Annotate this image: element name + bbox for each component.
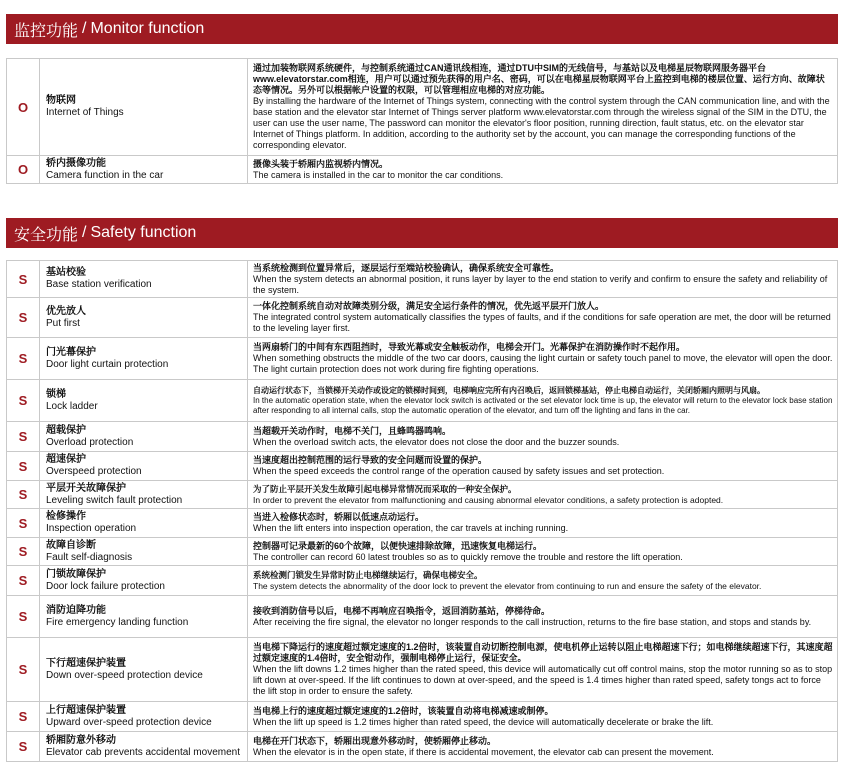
feature-description bbox=[248, 261, 837, 297]
monitor-title-cn: 监控功能 bbox=[14, 22, 79, 40]
feature-description bbox=[248, 156, 837, 183]
description-cn: 控制器可记录最新的60个故障，以便快速排除故障，迅速恢复电梯运行。 bbox=[253, 540, 543, 551]
description-cn: 当超载开关动作时，电梯不关门，且蜂鸣器鸣响。 bbox=[253, 425, 452, 436]
status-mark: S bbox=[7, 702, 40, 731]
feature-name-en: Fault self-diagnosis bbox=[46, 551, 133, 563]
feature-name-en: Door lock failure protection bbox=[46, 580, 165, 592]
status-mark: S bbox=[7, 596, 40, 637]
status-mark: S bbox=[7, 566, 40, 595]
feature-name-en: Camera function in the car bbox=[46, 169, 164, 181]
description-en: The controller can record 60 latest troubles so as to quickly remove the trouble and restore the lift operation. bbox=[253, 551, 683, 562]
feature-name-cn: 轿厢防意外移动 bbox=[46, 734, 116, 746]
status-mark: S bbox=[7, 452, 40, 480]
feature-name-cn: 优先放人 bbox=[46, 305, 86, 317]
description-en: The integrated control system automatically classifies the types of faults, and if the conditions for safe operation are met, the door will be returned to the leveling layer first. bbox=[253, 312, 831, 333]
description-en: In order to prevent the elevator from malfunctioning and causing abnormal elevator conditions, a safety protection is adopted. bbox=[253, 494, 724, 505]
feature-name bbox=[40, 298, 248, 337]
feature-name bbox=[40, 422, 248, 451]
feature-description bbox=[248, 638, 837, 701]
feature-name bbox=[40, 596, 248, 637]
feature-description bbox=[248, 452, 837, 480]
safety-title-en: Safety function bbox=[90, 224, 197, 241]
feature-name-cn: 消防迫降功能 bbox=[46, 604, 106, 616]
feature-name-en: Upward over-speed protection device bbox=[46, 716, 212, 728]
feature-row-door-lock bbox=[6, 566, 838, 596]
feature-name-cn: 平层开关故障保护 bbox=[46, 482, 126, 494]
feature-row-put-first bbox=[6, 298, 838, 338]
description-cn: 当两扇轿门的中间有东西阻挡时，导致光幕或安全触板动作，电梯会开门。光幕保护在消防操作时不起作用。 bbox=[253, 342, 686, 352]
feature-name bbox=[40, 538, 248, 565]
description-cn: 自动运行状态下，当锁梯开关动作或设定的锁梯时间到，电梯响应完所有内召唤后，返回锁梯基站，停止电梯自动运行，关闭轿厢内照明与风扇。 bbox=[253, 385, 765, 395]
feature-row-up-overspeed bbox=[6, 702, 838, 732]
feature-row-overspeed bbox=[6, 452, 838, 481]
feature-name bbox=[40, 59, 248, 155]
description-cn: 一体化控制系统自动对故障类别分级，满足安全运行条件的情况，优先返平层开门放人。 bbox=[253, 301, 605, 311]
feature-name-cn: 轿内摄像功能 bbox=[46, 157, 106, 169]
status-mark: S bbox=[7, 298, 40, 337]
monitor-header bbox=[6, 14, 838, 44]
description-en: When the lift downs 1.2 times higher than the rated speed, this device will automatically cut off control mains, stop the motor running so as to stop lift down at over-speed. If the lift continues to down at over-speed, and the speed is 1.4 times higher than rated speed, safety tongs act to force the lift stop in order to ensure the safety. bbox=[253, 664, 833, 696]
feature-name-cn: 上行超速保护装置 bbox=[46, 704, 126, 716]
monitor-title-en: Monitor function bbox=[90, 20, 205, 37]
feature-name-cn: 物联网 bbox=[46, 95, 76, 106]
status-mark: S bbox=[7, 380, 40, 421]
feature-name-en: Fire emergency landing function bbox=[46, 616, 189, 628]
feature-name bbox=[40, 452, 248, 480]
feature-description bbox=[248, 509, 837, 537]
feature-row-base-station bbox=[6, 260, 838, 298]
safety-title-cn: 安全功能 bbox=[14, 226, 79, 244]
feature-description bbox=[248, 702, 837, 731]
feature-name bbox=[40, 509, 248, 537]
description-cn: 当系统检测到位置异常后，逐层运行至端站校验确认，确保系统安全可靠性。 bbox=[253, 262, 560, 273]
feature-name-en: Internet of Things bbox=[46, 107, 124, 118]
feature-row-accidental-movement bbox=[6, 732, 838, 762]
description-en: When the lift up speed is 1.2 times higher than rated speed, the device will automatically decelerate or brake the lift. bbox=[253, 716, 714, 727]
feature-name-cn: 锁梯 bbox=[46, 388, 66, 400]
feature-row-overload bbox=[6, 422, 838, 452]
description-en: When the speed exceeds the control range of the operation caused by safety issues and set protection. bbox=[253, 466, 665, 476]
feature-name bbox=[40, 638, 248, 701]
status-mark: S bbox=[7, 509, 40, 537]
status-mark: S bbox=[7, 422, 40, 451]
feature-name bbox=[40, 481, 248, 508]
feature-name-en: Overload protection bbox=[46, 436, 134, 448]
status-mark: S bbox=[7, 338, 40, 379]
status-mark: S bbox=[7, 732, 40, 761]
feature-name-cn: 故障自诊断 bbox=[46, 539, 96, 551]
status-mark: O bbox=[7, 59, 40, 155]
safety-section bbox=[6, 218, 838, 762]
safety-header bbox=[6, 218, 838, 248]
description-en: When the system detects an abnormal position, it runs layer by layer to the end station to verify and confirm to ensure the safety and reliability of the system. bbox=[253, 273, 828, 295]
description-cn: 当速度超出控制范围的运行导致的安全问题而设置的保护。 bbox=[253, 455, 488, 465]
feature-description bbox=[248, 338, 837, 379]
status-mark: S bbox=[7, 638, 40, 701]
feature-name bbox=[40, 380, 248, 421]
safety-title-separator: / bbox=[82, 224, 87, 241]
description-en: By installing the hardware of the Internet of Things system, connecting with the control system through the CAN communication line, and with the base station and the elevator star Internet of Things server platform www.elevatorstar.com through the wireless signal of the SIM in the DTU, the user can use the user name, The password can monitor the elevator's floor position, running direction, fault status, etc. on the elevator star Internet of Things platform. In addition, according to the authority set by the account, you can manage the corresponding functions of the corresponding elevator. bbox=[253, 96, 830, 150]
feature-name-en: Inspection operation bbox=[46, 523, 137, 534]
feature-name-en: Lock ladder bbox=[46, 400, 98, 412]
feature-name-cn: 门锁故障保护 bbox=[46, 568, 106, 580]
feature-description bbox=[248, 566, 837, 595]
feature-name bbox=[40, 732, 248, 761]
feature-name-cn: 下行超速保护装置 bbox=[46, 657, 126, 669]
feature-name-en: Down over-speed protection device bbox=[46, 669, 203, 681]
feature-name bbox=[40, 156, 248, 183]
description-cn: 当电梯下降运行的速度超过额定速度的1.2倍时，该装置自动切断控制电源，使电机停止运转以阻止电梯超速下行；如电梯继续超速下行，其速度超过额定速度的1.4倍时，安全钳动作，强制电梯停止运行，保证安全。 bbox=[253, 642, 833, 663]
description-en: In the automatic operation state, when the elevator lock switch is activated or the set elevator lock time is up, the elevator will return to the elevator lock base station after responding to all internal calls, stop the automatic operation of the elevator, and turn off the lighting and fans in the car. bbox=[253, 395, 833, 415]
feature-row-leveling-switch bbox=[6, 481, 838, 509]
feature-name-cn: 超载保护 bbox=[46, 424, 86, 436]
feature-name-cn: 门光幕保护 bbox=[46, 346, 96, 358]
feature-name bbox=[40, 702, 248, 731]
feature-row-light-curtain bbox=[6, 338, 838, 380]
feature-description bbox=[248, 596, 837, 637]
feature-description bbox=[248, 732, 837, 761]
feature-row-self-diagnosis bbox=[6, 538, 838, 566]
feature-name-cn: 超速保护 bbox=[46, 454, 86, 465]
feature-row-inspection bbox=[6, 509, 838, 538]
feature-name-en: Overspeed protection bbox=[46, 466, 142, 477]
feature-description bbox=[248, 481, 837, 508]
description-cn: 当电梯上行的速度超过额定速度的1.2倍时，该装置自动将电梯减速或制停。 bbox=[253, 705, 554, 716]
description-en: When something obstructs the middle of the two car doors, causing the light curtain or safety touch panel to move, the elevator will open the door. The light curtain protection does not work during fire fighting operations. bbox=[253, 353, 833, 374]
status-mark: S bbox=[7, 261, 40, 297]
description-en: When the lift enters into inspection operation, the car travels at inching running. bbox=[253, 523, 569, 533]
feature-row-camera bbox=[6, 156, 838, 184]
feature-name bbox=[40, 566, 248, 595]
feature-name-en: Base station verification bbox=[46, 279, 152, 290]
description-cn: 系统检测门锁发生异常时防止电梯继续运行，确保电梯安全。 bbox=[253, 569, 483, 580]
description-en: After receiving the fire signal, the elevator no longer responds to the call instruction, returns to the fire base station, and stops and stands by. bbox=[253, 616, 812, 627]
status-mark: O bbox=[7, 156, 40, 183]
feature-row-iot bbox=[6, 58, 838, 156]
feature-name-en: Door light curtain protection bbox=[46, 358, 169, 370]
feature-name-en: Put first bbox=[46, 317, 80, 329]
status-mark: S bbox=[7, 481, 40, 508]
description-en: When the overload switch acts, the elevator does not close the door and the buzzer sounds. bbox=[253, 436, 620, 447]
description-cn: 接收到消防信号以后，电梯不再响应召唤指令，返回消防基站，停梯待命。 bbox=[253, 605, 551, 616]
feature-name-cn: 基站校验 bbox=[46, 267, 86, 278]
feature-row-down-overspeed bbox=[6, 638, 838, 702]
feature-description bbox=[248, 422, 837, 451]
description-cn: 为了防止平层开关发生故障引起电梯异常情况而采取的一种安全保护。 bbox=[253, 483, 517, 494]
feature-name-cn: 检修操作 bbox=[46, 511, 86, 522]
description-cn: 电梯在开门状态下，轿厢出现意外移动时，使轿厢停止移动。 bbox=[253, 735, 497, 746]
description-cn: 摄像头装于轿厢内监视轿内情况。 bbox=[253, 158, 389, 169]
feature-description bbox=[248, 298, 837, 337]
feature-description bbox=[248, 380, 837, 421]
feature-description bbox=[248, 59, 837, 155]
feature-name-en: Elevator cab prevents accidental movement bbox=[46, 746, 240, 758]
status-mark: S bbox=[7, 538, 40, 565]
description-en: The camera is installed in the car to monitor the car conditions. bbox=[253, 169, 504, 180]
feature-description bbox=[248, 538, 837, 565]
feature-name bbox=[40, 338, 248, 379]
description-en: The system detects the abnormality of the door lock to prevent the elevator from continuing to run and ensure the safety of the elevator. bbox=[253, 580, 762, 591]
feature-row-fire-landing bbox=[6, 596, 838, 638]
description-en: When the elevator is in the open state, if there is accidental movement, the elevator cab can present the movement. bbox=[253, 746, 714, 757]
description-cn: 通过加装物联网系统硬件，与控制系统通过CAN通讯线相连，通过DTU中SIM的无线信号，与基站以及电梯星辰物联网服务器平台www.elevatorstar.com相连，用户可以通过预先获得的用户名、密码，可以在电梯星辰物联网平台上监控到电梯的楼层位置、运行方向、故障状态等情况。另外可以根据帐户设置的权限，可以管理相应电梯的对应功能。 bbox=[253, 63, 825, 95]
feature-row-lock-ladder bbox=[6, 380, 838, 422]
monitor-title-separator: / bbox=[82, 20, 87, 37]
monitor-section bbox=[6, 14, 838, 184]
feature-name-en: Leveling switch fault protection bbox=[46, 494, 183, 506]
feature-name bbox=[40, 261, 248, 297]
description-cn: 当进入检修状态时，轿厢以低速点动运行。 bbox=[253, 512, 425, 522]
